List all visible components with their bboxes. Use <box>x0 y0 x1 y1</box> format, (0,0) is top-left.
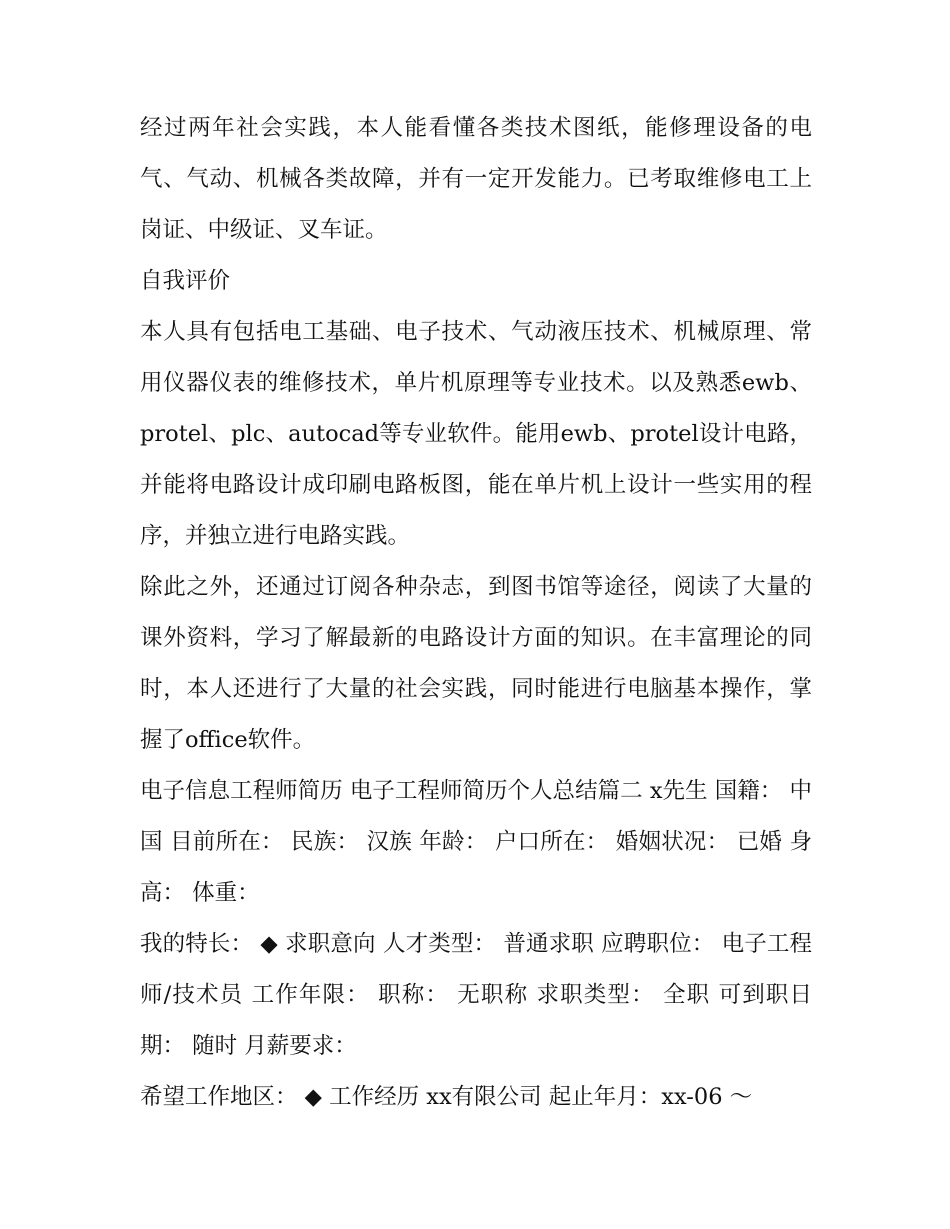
paragraph-personal-info: 电子信息工程师简历 电子工程师简历个人总结篇二 x先生 国籍： 中国 目前所在： 民族： 汉族 年龄： 户口所在： 婚姻状况： 已婚 身高： 体重： <box>140 778 812 906</box>
document-body <box>140 103 812 1123</box>
paragraph-experience: 经过两年社会实践，本人能看懂各类技术图纸，能修理设备的电气、气动、机械各类故障，并有一定开发能力。已考取维修电工上岗证、中级证、叉车证。 <box>140 115 812 243</box>
paragraph-skills: 本人具有包括电工基础、电子技术、气动液压技术、机械原理、常用仪器仪表的维修技术，单片机原理等专业技术。以及熟悉ewb、protel、plc、autocad等专业软件。能用ewb、protel设计电路，并能将电路设计成印刷电路板图，能在单片机上设计一些实用的程序，并独立进行电路实践。 <box>140 319 812 549</box>
paragraph-self-study: 除此之外，还通过订阅各种杂志，到图书馆等途径，阅读了大量的课外资料，学习了解最新的电路设计方面的知识。在丰富理论的同时，本人还进行了大量的社会实践，同时能进行电脑基本操作，掌握了office软件。 <box>140 574 812 753</box>
section-heading-self-evaluation: 自我评价 <box>140 268 231 294</box>
paragraph-work-history: 希望工作地区： ◆ 工作经历 xx有限公司 起止年月：xx-06 ～ <box>140 1084 753 1110</box>
paragraph-job-intention: 我的特长： ◆ 求职意向 人才类型： 普通求职 应聘职位： 电子工程师/技术员 工作年限： 职称： 无职称 求职类型： 全职 可到职日期： 随时 月薪要求： <box>140 931 812 1059</box>
